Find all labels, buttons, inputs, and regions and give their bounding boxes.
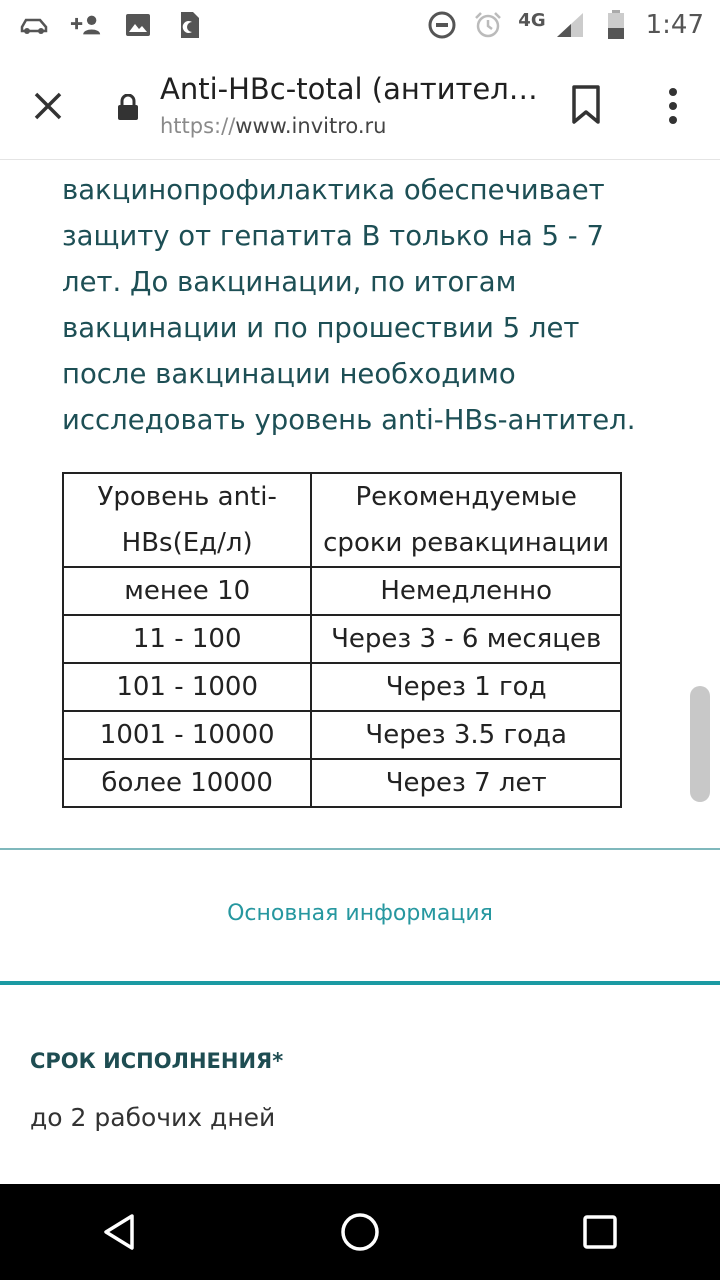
bookmark-icon: [568, 84, 604, 126]
cell-term: Через 1 год: [311, 663, 621, 711]
header-level-line: Уровень anti-: [97, 482, 277, 512]
status-notification-icons: [0, 11, 206, 39]
url-scheme: https://: [160, 114, 236, 138]
table-row: [63, 711, 621, 759]
header-level-line: HBs(Ед/л): [121, 528, 253, 558]
table-row: [63, 663, 621, 711]
status-bar: [0, 0, 720, 50]
table-header-row: [63, 473, 621, 567]
paragraph-line: вакцинопрофилактика обеспечивает: [62, 174, 605, 206]
vaccination-paragraph: [62, 167, 652, 443]
paragraph-line: лет. До вакцинации, по итогам: [62, 266, 517, 298]
paragraph-line: исследовать уровень anti-HBs-антител.: [62, 404, 636, 436]
bookmark-button[interactable]: [568, 84, 608, 128]
cell-term: Через 3.5 года: [311, 711, 621, 759]
cell-level: более 10000: [63, 759, 311, 807]
table-row: [63, 615, 621, 663]
network-type: 4G: [518, 9, 546, 31]
back-button[interactable]: [80, 1192, 160, 1272]
section-divider: [0, 848, 720, 850]
navigation-bar: [0, 1184, 720, 1280]
url-host: www.invitro.ru: [235, 114, 387, 138]
paragraph-line: защиту от гепатита В только на 5 - 7: [62, 220, 604, 252]
close-tab-button[interactable]: [28, 86, 68, 126]
page-content[interactable]: [0, 161, 720, 1184]
cell-term: Через 7 лет: [311, 759, 621, 807]
image-icon: [122, 11, 154, 39]
paragraph-line: после вакцинации необходимо: [62, 358, 516, 390]
signal-icon: [554, 11, 586, 39]
clock: 1:47: [645, 10, 704, 40]
header-term: [311, 473, 621, 567]
page-url[interactable]: [160, 114, 386, 138]
turnaround-title: СРОК ИСПОЛНЕНИЯ*: [30, 1049, 284, 1073]
home-button[interactable]: [320, 1192, 400, 1272]
cell-level: 11 - 100: [63, 615, 311, 663]
status-system-icons: [426, 0, 704, 50]
home-circle-icon: [339, 1211, 381, 1253]
scrollbar-thumb[interactable]: [690, 686, 710, 802]
header-term-line: Рекомендуемые: [355, 482, 577, 512]
revaccination-table: [62, 472, 622, 808]
cell-level: 1001 - 10000: [63, 711, 311, 759]
recents-square-icon: [581, 1213, 619, 1251]
alarm-icon: [472, 11, 504, 39]
add-person-icon: [70, 11, 102, 39]
do-not-disturb-icon: [426, 11, 458, 39]
header-level: [63, 473, 311, 567]
main-info-tab[interactable]: Основная информация: [227, 901, 493, 926]
active-tab-divider: [0, 981, 720, 985]
cell-level: 101 - 1000: [63, 663, 311, 711]
cell-term: Немедленно: [311, 567, 621, 615]
cell-term: Через 3 - 6 месяцев: [311, 615, 621, 663]
turnaround-value: до 2 рабочих дней: [30, 1103, 276, 1132]
paragraph-line: вакцинации и по прошествии 5 лет: [62, 312, 580, 344]
battery-icon: [600, 11, 632, 39]
lock-icon: [116, 94, 140, 120]
back-triangle-icon: [100, 1212, 140, 1252]
close-icon: [28, 86, 68, 126]
cell-level: менее 10: [63, 567, 311, 615]
more-vert-icon: [658, 84, 688, 128]
page-title: Anti-HBc-total (антител…: [160, 72, 538, 106]
sim-moon-icon: [174, 11, 206, 39]
table-row: [63, 567, 621, 615]
car-icon: [18, 11, 50, 39]
header-term-line: сроки ревакцинации: [323, 528, 610, 558]
recents-button[interactable]: [560, 1192, 640, 1272]
table-row: [63, 759, 621, 807]
overflow-menu-button[interactable]: [658, 84, 688, 128]
browser-toolbar: [0, 50, 720, 160]
